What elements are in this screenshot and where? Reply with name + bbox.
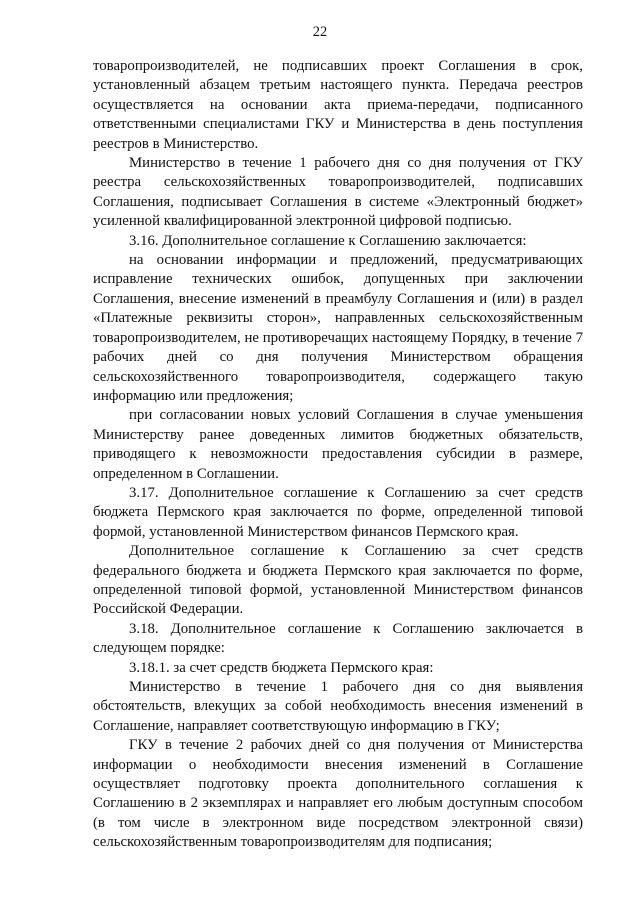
page-number: 22 xyxy=(312,24,328,40)
paragraph: на основании информации и предложений, предусматривающих исправление технических ошибок, допущенных при заключении Соглашения, внесение изменений в преамбулу Соглашения и (или) в раздел «Платежные реквизиты сторон», направленных сельскохозяйственным товаропроизводителем, не противоречащих настоящему Порядку, в течение 7 рабочих дней со дня получения Министерством обращения сельскохозяйственного товаропроизводителя, содержащего такую информацию или предложения; xyxy=(93,252,583,404)
paragraph: Министерство в течение 1 рабочего дня со дня получения от ГКУ реестра сельскохозяйственных товаропроизводителей, подписавших Соглашения, подписывает Соглашения в системе «Электронный бюджет» усиленной квалифицированной электронной цифровой подписью. xyxy=(93,155,583,230)
paragraph: Министерство в течение 1 рабочего дня со дня выявления обстоятельств, влекущих за собой необходимость внесения изменений в Соглашение, направляет соответствующую информацию в ГКУ; xyxy=(93,679,583,734)
paragraph: Дополнительное соглашение к Соглашению за счет средств федерального бюджета и бюджета Пермского края заключается по форме, определенной типовой формой, установленной Министерством финансов Российской Федерации. xyxy=(93,543,583,618)
paragraph: 3.18. Дополнительное соглашение к Соглашению заключается в следующем порядке: xyxy=(93,620,583,657)
paragraph: ГКУ в течение 2 рабочих дней со дня получения от Министерства информации о необходимости внесения изменений в Соглашение осуществляет подготовку проекта дополнительного соглашения к Соглашению в 2 экземплярах и направляет его любым доступным способом (в том числе в электронном виде посредством электронной связи) сельскохозяйственным товаропроизводителям для подписания; xyxy=(93,737,583,851)
paragraph: 3.16. Дополнительное соглашение к Соглашению заключается: xyxy=(129,232,527,249)
paragraph: при согласовании новых условий Соглашения в случае уменьшения Министерству ранее доведенных лимитов бюджетных обязательств, приводящего к невозможности предоставления субсидии в размере, определенном в Соглашении. xyxy=(93,407,583,482)
paragraph: 3.17. Дополнительное соглашение к Соглашению за счет средств бюджета Пермского края заключается по форме, определенной типовой формой, установленной Министерством финансов Пермского края. xyxy=(93,484,583,540)
document-body xyxy=(93,57,583,853)
paragraph: товаропроизводителей, не подписавших проект Соглашения в срок, установленный абзацем третьим настоящего пункта. Передача реестров осуществляется на основании акта приема-передачи, подписанного ответственными специалистами ГКУ и Министерства в день поступления реестров в Министерство. xyxy=(93,58,583,152)
paragraph: 3.18.1. за счет средств бюджета Пермского края: xyxy=(129,659,434,676)
